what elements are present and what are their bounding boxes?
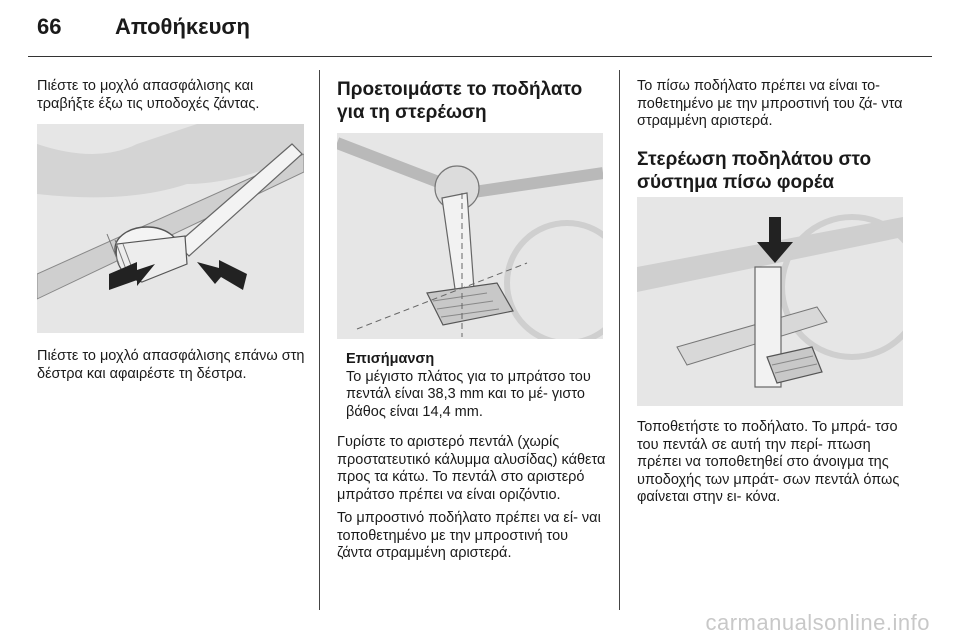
figure-pedal-position bbox=[337, 133, 603, 339]
note-text: Το μέγιστο πλάτος για το μπράτσο του πεντάλ είναι 38,3 mm και το μέ- γιστο βάθος είναι 14,4 mm. bbox=[346, 368, 591, 420]
note-title: Επισήμανση bbox=[346, 351, 435, 367]
watermark: carmanualsonline.info bbox=[705, 610, 930, 635]
column-3-heading-block bbox=[637, 148, 907, 194]
col3-paragraph-2: Τοποθετήστε το ποδήλατο. Το μπρά- τσο του πεντάλ σε αυτή την περί- πτωση πρέπει να τοποθετηθεί στο άνοιγμα της υποδοχής των μπράτ- σων πεντάλ όπως φαίνεται στην ει- κόνα. bbox=[637, 419, 900, 505]
column-2 bbox=[337, 78, 607, 124]
column-separator-1 bbox=[319, 70, 320, 610]
column-3 bbox=[637, 78, 907, 131]
col3-heading: Στερέωση ποδηλάτου στο σύστημα πίσω φορέα bbox=[637, 149, 872, 193]
note-box bbox=[346, 351, 604, 421]
figure-rim-holder bbox=[37, 124, 304, 333]
col1-paragraph-2: Πιέστε το μοχλό απασφάλισης επάνω στη δέστρα και αφαιρέστε τη δέστρα. bbox=[37, 348, 305, 382]
page-header bbox=[37, 14, 250, 48]
col1-paragraph-1: Πιέστε το μοχλό απασφάλισης και τραβήξτε έξω τις υποδοχές ζάντας. bbox=[37, 78, 260, 112]
col2-paragraph-1: Γυρίστε το αριστερό πεντάλ (χωρίς προστατευτικό κάλυμμα αλυσίδας) κάθετα προς τα κάτω. Το πεντάλ στο αριστερό μπράτσο πρέπει να είναι οριζόντιο. bbox=[337, 434, 606, 503]
column-2-lower bbox=[337, 434, 607, 563]
column-3-lower bbox=[637, 419, 907, 507]
column-separator-2 bbox=[619, 70, 620, 610]
page-title: Αποθήκευση bbox=[115, 14, 250, 39]
column-1-lower bbox=[37, 348, 309, 383]
header-rule bbox=[28, 56, 932, 57]
figure-bike-mounting bbox=[637, 197, 903, 406]
page-number: 66 bbox=[37, 14, 62, 39]
col2-heading: Προετοιμάστε το ποδήλατο για τη στερέωση bbox=[337, 79, 583, 123]
col2-paragraph-2: Το μπροστινό ποδήλατο πρέπει να εί- ναι τοποθετημένο με την μπροστινή του ζάντα στραμμένη αριστερά. bbox=[337, 510, 601, 561]
column-1 bbox=[37, 78, 309, 113]
col3-paragraph-1: Το πίσω ποδήλατο πρέπει να είναι το- ποθετημένο με την μπροστινή του ζά- ντα στραμμένη αριστερά. bbox=[637, 78, 903, 129]
